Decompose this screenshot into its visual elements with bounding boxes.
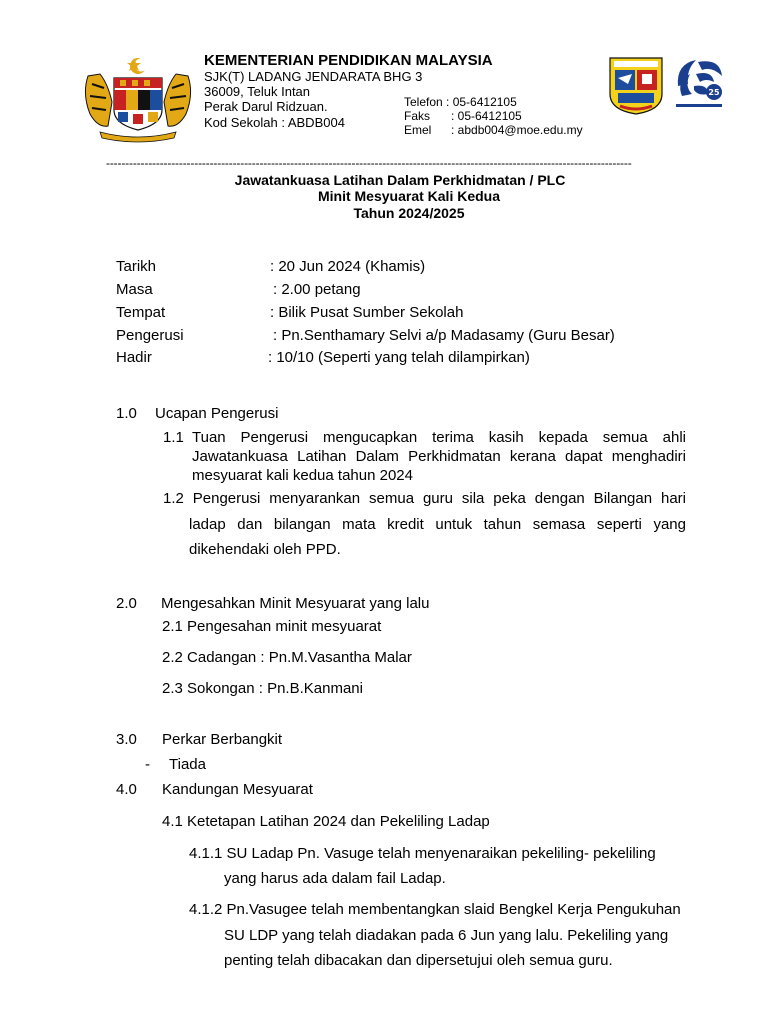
item-4-1: 4.1 Ketetapan Latihan 2024 dan Pekeliling Ladap xyxy=(162,813,490,830)
meta-label-chair: Pengerusi xyxy=(116,327,184,344)
item-1-1-line-1: Tuan Pengerusi mengucapkan terima kasih kepada semua ahli xyxy=(192,429,686,446)
item-1-1-line-3: mesyuarat kali kedua tahun 2024 xyxy=(192,467,413,484)
address-line-2: Perak Darul Ridzuan. xyxy=(204,99,328,114)
item-4-1-1-line-1: 4.1.1 SU Ladap Pn. Vasuge telah menyenaraikan pekeliling- pekeliling xyxy=(189,845,656,862)
fax-label: Faks xyxy=(404,109,431,123)
malaysia-coat-of-arms-icon xyxy=(78,54,198,144)
section-4-title: Kandungan Mesyuarat xyxy=(162,781,313,798)
item-1-2-line-3: dikehendaki oleh PPD. xyxy=(189,541,341,558)
meta-value-venue: : Bilik Pusat Sumber Sekolah xyxy=(270,304,464,321)
meta-label-venue: Tempat xyxy=(116,304,166,321)
section-1-number: 1.0 xyxy=(116,405,137,422)
school-badge-icon xyxy=(606,54,666,116)
item-1-2-line-1: 1.2 Pengerusi menyarankan semua guru sila peka dengan Bilangan hari xyxy=(163,490,686,507)
ministry-name: KEMENTERIAN PENDIDIKAN MALAYSIA xyxy=(204,52,493,69)
meta-value-chair: : Pn.Senthamary Selvi a/p Madasamy (Guru Besar) xyxy=(273,327,615,344)
meta-value-date: : 20 Jun 2024 (Khamis) xyxy=(270,258,426,275)
title-meeting: Minit Mesyuarat Kali Kedua xyxy=(317,188,501,204)
item-4-1-2-line-1: 4.1.2 Pn.Vasugee telah membentangkan slaid Bengkel Kerja Pengukuhan xyxy=(189,901,681,918)
section-3-number: 3.0 xyxy=(116,731,137,748)
address-line-1: 36009, Teluk Intan xyxy=(204,84,311,99)
item-2-1: 2.1 Pengesahan minit mesyuarat xyxy=(162,618,382,635)
section-3-bullet: - xyxy=(145,756,150,773)
email-address: : abdb004@moe.edu.my xyxy=(451,123,583,137)
section-1-title: Ucapan Pengerusi xyxy=(155,405,279,422)
ministry-logo-icon xyxy=(672,56,726,112)
meta-label-date: Tarikh xyxy=(116,258,157,275)
item-4-1-2-line-2: SU LDP yang telah diadakan pada 6 Jun yang lalu. Pekeliling yang xyxy=(224,927,669,944)
meta-label-time: Masa xyxy=(116,281,153,298)
item-4-1-1-line-2: yang harus ada dalam fail Ladap. xyxy=(224,870,446,887)
item-1-2-line-2: ladap dan bilangan mata kredit untuk tahun semasa seperti yang xyxy=(189,516,686,533)
section-3-item: Tiada xyxy=(169,756,206,773)
school-name: SJK(T) LADANG JENDARATA BHG 3 xyxy=(204,69,423,84)
item-2-3: 2.3 Sokongan : Pn.B.Kanmani xyxy=(162,680,363,697)
item-1-1-line-2: Jawatankuasa Latihan Dalam Perkhidmatan kerana dapat menghadiri xyxy=(192,448,686,465)
item-2-2: 2.2 Cadangan : Pn.M.Vasantha Malar xyxy=(162,649,412,666)
meta-label-attendance: Hadir xyxy=(116,349,152,366)
meta-value-attendance: : 10/10 (Seperti yang telah dilampirkan) xyxy=(268,349,530,366)
section-4-number: 4.0 xyxy=(116,781,137,798)
title-committee: Jawatankuasa Latihan Dalam Perkhidmatan / PLC xyxy=(234,172,566,188)
title-year: Tahun 2024/2025 xyxy=(353,205,465,221)
meta-value-time: : 2.00 petang xyxy=(273,281,361,298)
email-label: Emel xyxy=(404,123,432,137)
phone-number: Telefon : 05-6412105 xyxy=(404,95,517,109)
section-2-title: Mengesahkan Minit Mesyuarat yang lalu xyxy=(161,595,430,612)
section-3-title: Perkar Berbangkit xyxy=(162,731,283,748)
section-2-number: 2.0 xyxy=(116,595,137,612)
school-code: Kod Sekolah : ABDB004 xyxy=(204,115,345,130)
item-4-1-2-line-3: penting telah dibacakan dan dipersetujui oleh semua guru. xyxy=(224,952,613,969)
item-1-1-number: 1.1 xyxy=(163,429,184,446)
fax-number: : 05-6412105 xyxy=(451,109,522,123)
header-divider: ----------------------------------------------------------------------------------------------------------------------------------------- xyxy=(106,156,632,170)
svg-text:25: 25 xyxy=(708,88,720,97)
